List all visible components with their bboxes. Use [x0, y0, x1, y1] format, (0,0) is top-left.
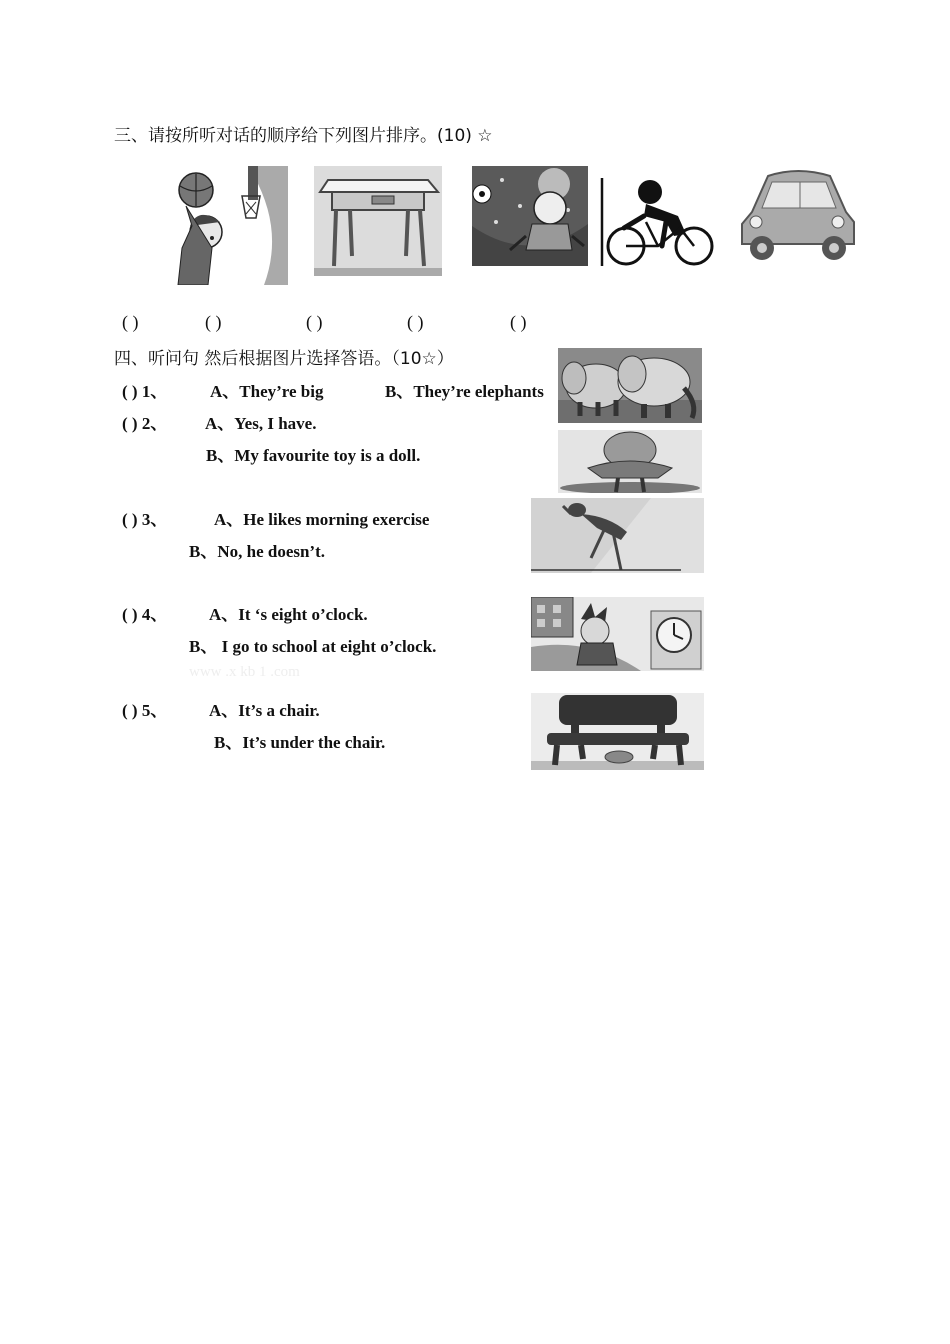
doll-picture	[558, 430, 702, 493]
basketball-picture	[168, 166, 288, 285]
q2-option-a: A、Yes, I have.	[205, 414, 317, 433]
q4-bracket[interactable]: ( ) 4、	[122, 605, 168, 624]
section3-heading: 三、请按所听对话的顺序给下列图片排序。(10) ☆	[114, 126, 493, 146]
q2-bracket[interactable]: ( ) 2、	[122, 414, 168, 433]
car-picture	[738, 166, 856, 264]
exercise-picture	[531, 498, 704, 573]
order-blank-1[interactable]: ( )	[122, 312, 139, 332]
order-blank-4[interactable]: ( )	[407, 312, 424, 332]
q1-bracket[interactable]: ( ) 1、	[122, 382, 168, 401]
football-picture	[472, 166, 588, 266]
section4-heading: 四、听问句 然后根据图片选择答语。（10☆）	[114, 349, 454, 369]
order-blank-5[interactable]: ( )	[510, 312, 527, 332]
desk-picture	[314, 166, 442, 276]
q1-option-b: B、They’re elephants	[385, 382, 544, 401]
q5-option-a: A、It’s a chair.	[209, 701, 320, 720]
elephants-picture	[558, 348, 702, 423]
watermark: www .x kb 1 .com	[189, 664, 300, 680]
q5-bracket[interactable]: ( ) 5、	[122, 701, 168, 720]
q5-option-b: B、It’s under the chair.	[214, 733, 386, 752]
clock-picture	[531, 597, 704, 671]
q4-option-a: A、It ‘s eight o’clock.	[209, 605, 368, 624]
order-blank-2[interactable]: ( )	[205, 312, 222, 332]
q3-option-a: A、He likes morning exercise	[214, 510, 430, 529]
chair-picture	[531, 693, 704, 770]
order-blank-3[interactable]: ( )	[306, 312, 323, 332]
q3-option-b: B、No, he doesn’t.	[189, 542, 326, 561]
bicycle-picture	[600, 176, 720, 268]
q1-option-a: A、They’re big	[210, 382, 324, 401]
q3-bracket[interactable]: ( ) 3、	[122, 510, 168, 529]
rider-icon	[638, 180, 662, 204]
q2-option-b: B、My favourite toy is a doll.	[206, 446, 421, 465]
desk-icon	[320, 180, 438, 192]
q4-option-b: B、 I go to school at eight o’clock.	[189, 637, 437, 656]
chair-icon	[559, 695, 677, 725]
